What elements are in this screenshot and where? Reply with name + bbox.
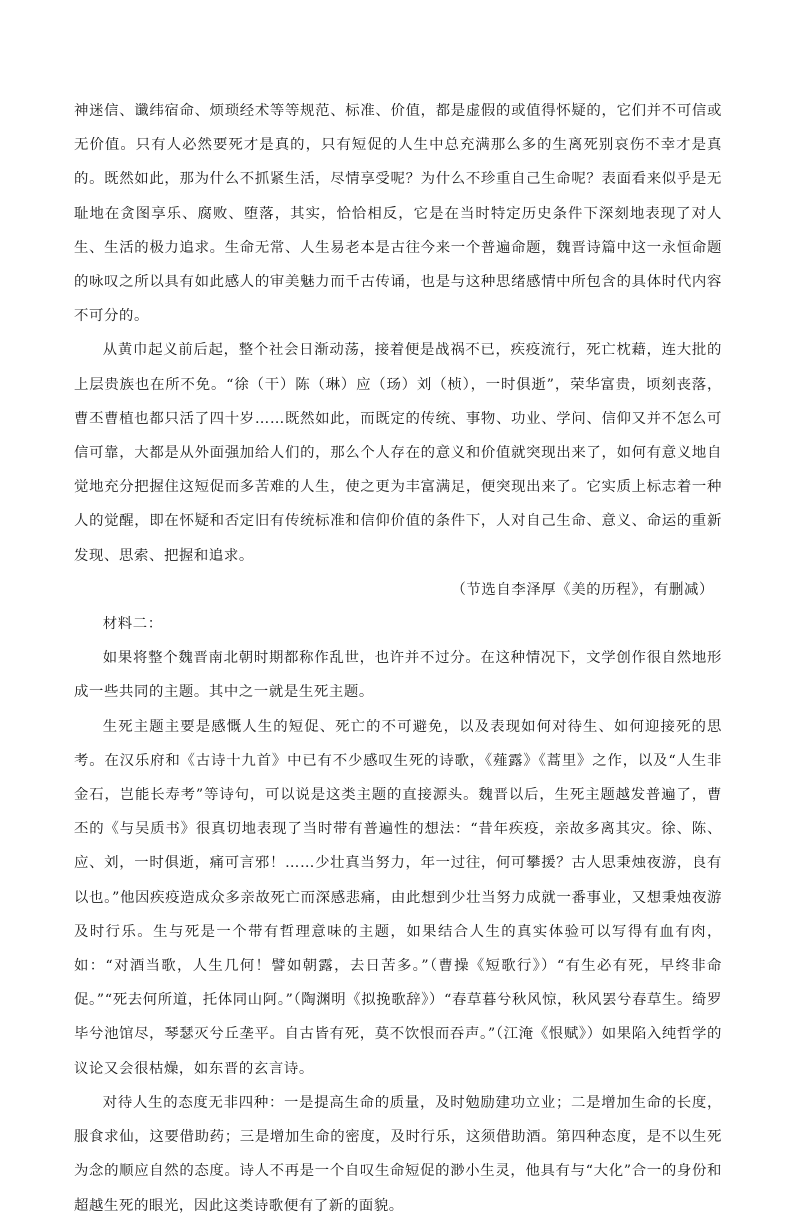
paragraph-life-and-death-value: 神迷信、谶纬宿命、烦琐经术等等规范、标准、价值，都是虚假的或值得怀疑的，它们并不可信或无价值。只有人必然要死才是真的，只有短促的人生中总充满那么多的生离死别哀伤不幸才是真的。既然如此，那为什么不抓紧生活，尽情享受呢？为什么不珍重自己生命呢？表面看来似乎是无耻地在贪图享乐、腐败、堕落，其实，恰恰相反，它是在当时特定历史条件下深刻地表现了对人生、生活的极力追求。生命无常、人生易老本是古往今来一个普遍命题，魏晋诗篇中这一永恒命题的咏叹之所以具有如此感人的审美魅力而千古传诵，也是与这种思绪感情中所包含的具体时代内容不可分的。 (74, 103, 722, 325)
paragraph-life-death-theme: 生死主题主要是感慨人生的短促、死亡的不可避免，以及表现如何对待生、如何迎接死的思考。在汉乐府和《古诗十九首》中已有不少感叹生死的诗歌，《薤露》《蒿里》之作，以及“人生非金石，岂能长寿考”等诗句，可以说是这类主题的直接源头。魏晋以后，生死主题越发普遍了，曹丕的《与吴质书》很真切地表现了当时带有普遍性的想法：“昔年疾疫，亲故多离其灾。徐、陈、应、刘，一时俱逝，痛可言邪！……少壮真当努力，年一过往，何可攀援？古人思秉烛夜游，良有以也。”他因疾疫造成众多亲故死亡而深感悲痛，由此想到少壮当努力成就一番事业，又想秉烛夜游及时行乐。生与死是一个带有哲理意味的主题，如果结合人生的真实体验可以写得有血有肉，如：“对酒当歌，人生几何！譬如朝露，去日苦多。”（曹操《短歌行》）“有生必有死，早终非命促。”“死去何所道，托体同山阿。”（陶渊明《拟挽歌辞》）“春草暮兮秋风惊，秋风罢兮春草生。绮罗毕兮池馆尽，琴瑟灭兮丘垄平。自古皆有死，莫不饮恨而吞声。”（江淹《恨赋》）如果陷入纯哲学的议论又会很枯燥，如东晋的玄言诗。 (74, 718, 722, 1077)
paragraph-social-turmoil: 从黄巾起义前后起，整个社会日渐动荡，接着便是战祸不已，疾疫流行，死亡枕藉，连大批的上层贵族也在所不免。“徐（干）陈（琳）应（玚）刘（桢），一时俱逝”，荣华富贵，顷刻丧落，曹丕曹植也都只活了四十岁……既然如此，而既定的传统、事物、功业、学问、信仰又并不怎么可信可靠，大都是从外面强加给人们的，那么个人存在的意义和价值就突现出来了，如何有意义地自觉地充分把握住这短促而多苦难的人生，使之更为丰富满足，便突现出来了。它实质上标志着一种人的觉醒，即在怀疑和否定旧有传统标准和信仰价值的条件下，人对自己生命、意义、命运的重新发现、思索、把握和追求。 (74, 342, 722, 564)
source-citation: （节选自李泽厚《美的历程》，有删减） (451, 581, 714, 598)
material-two-label: 材料二： (102, 616, 163, 633)
paragraph-four-attitudes: 对待人生的态度无非四种：一是提高生命的质量，及时勉励建功立业；二是增加生命的长度，服食求仙，这要借助药；三是增加生命的密度，及时行乐，这须借助酒。第四种态度，是不以生死为念的顺应自然的态度。诗人不再是一个自叹生命短促的渺小生灵，他具有与“大化”合一的身份和超越生死的眼光，因此这类诗歌便有了新的面貌。 (74, 1094, 722, 1214)
document-page (74, 94, 722, 1223)
paragraph-chaotic-era: 如果将整个魏晋南北朝时期都称作乱世，也许并不过分。在这种情况下，文学创作很自然地形成一些共同的主题。其中之一就是生死主题。 (74, 650, 722, 701)
